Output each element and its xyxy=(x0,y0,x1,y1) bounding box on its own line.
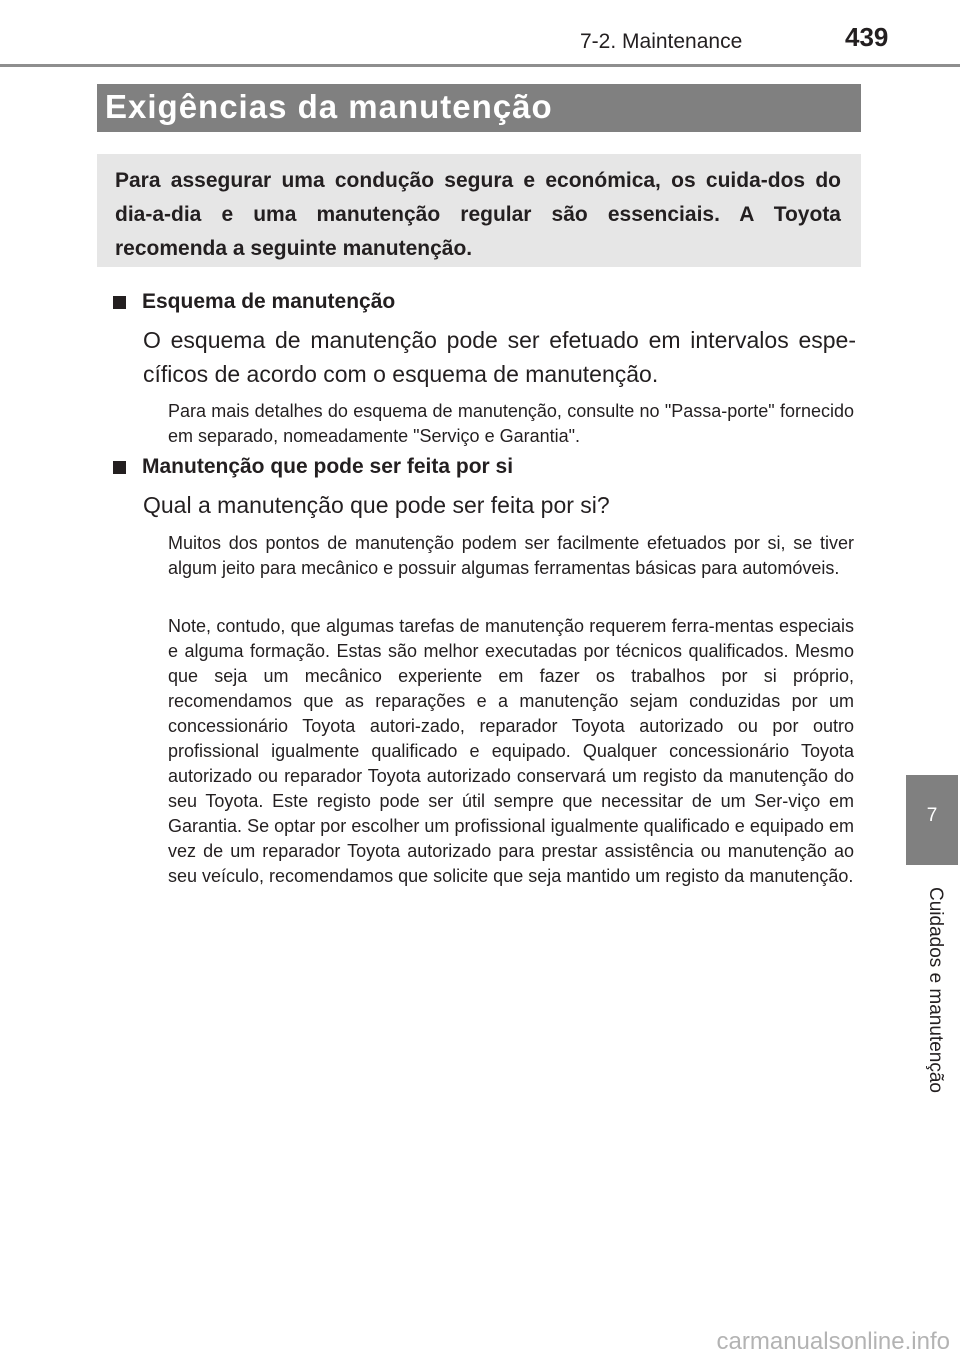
intro-box xyxy=(97,154,861,267)
chapter-tab xyxy=(906,775,958,865)
page-title-bar xyxy=(97,84,861,132)
watermark: carmanualsonline.info xyxy=(716,1328,950,1355)
section-lead-text: Qual a manutenção que pode ser feita por si? xyxy=(143,492,610,518)
section-note: Note, contudo, que algumas tarefas de manutenção requerem ferra-mentas especiais e alguma formação. Estas são melhor executadas por técnicos qualificados. Mesmo que seja um mecânico experiente em fazer os trabalhos por si próprio, recomendamos que as reparações e a manutenção sejam conduzidas por um concessionário Toyota autori-zado, reparador Toyota autorizado ou por outro profissional igualmente qualificado e equipado. Qualquer concessionário Toyota autorizado ou reparador Toyota autorizado conservará um registo da manutenção do seu Toyota. Este registo pode ser útil sempre que necessitar de um Ser-viço em Garantia. Se optar por escolher um profissional igualmente qualificado e equipado em vez de um reparador Toyota autorizado para prestar assistência ou manutenção ao seu veículo, recomendamos que solicite que seja mantido um registo da manutenção. xyxy=(168,616,854,886)
section-heading-maintenance-schedule xyxy=(113,290,395,314)
header-divider xyxy=(0,64,960,67)
chapter-number: 7 xyxy=(926,805,938,826)
section-lead-text: O esquema de manutenção pode ser efetuado em intervalos espe-cíficos de acordo com o esquema de manutenção. xyxy=(143,327,856,387)
section-note: Muitos dos pontos de manutenção podem ser facilmente efetuados por si, se tiver algum jeito para mecânico e possuir algumas ferramentas básicas para automóveis. xyxy=(168,533,854,578)
section-heading-text: Manutenção que pode ser feita por si xyxy=(142,455,514,478)
intro-text: Para assegurar uma condução segura e económica, os cuida-dos do dia-a-dia e uma manutenção regular são essenciais. A Toyota recomenda a seguinte manutenção. xyxy=(115,169,841,260)
section-heading-text: Esquema de manutenção xyxy=(142,290,396,313)
header-section-title: 7-2. Maintenance xyxy=(580,30,743,53)
page-number: 439 xyxy=(845,22,889,52)
chapter-label: Cuidados e manutenção xyxy=(925,887,946,1093)
square-bullet-icon xyxy=(113,296,126,309)
section-heading-self-maintenance xyxy=(113,455,513,479)
section-note: Para mais detalhes do esquema de manutenção, consulte no "Passa-porte" fornecido em separado, nomeadamente "Serviço e Garantia". xyxy=(168,401,854,446)
square-bullet-icon xyxy=(113,461,126,474)
page-title: Exigências da manutenção xyxy=(105,88,553,125)
